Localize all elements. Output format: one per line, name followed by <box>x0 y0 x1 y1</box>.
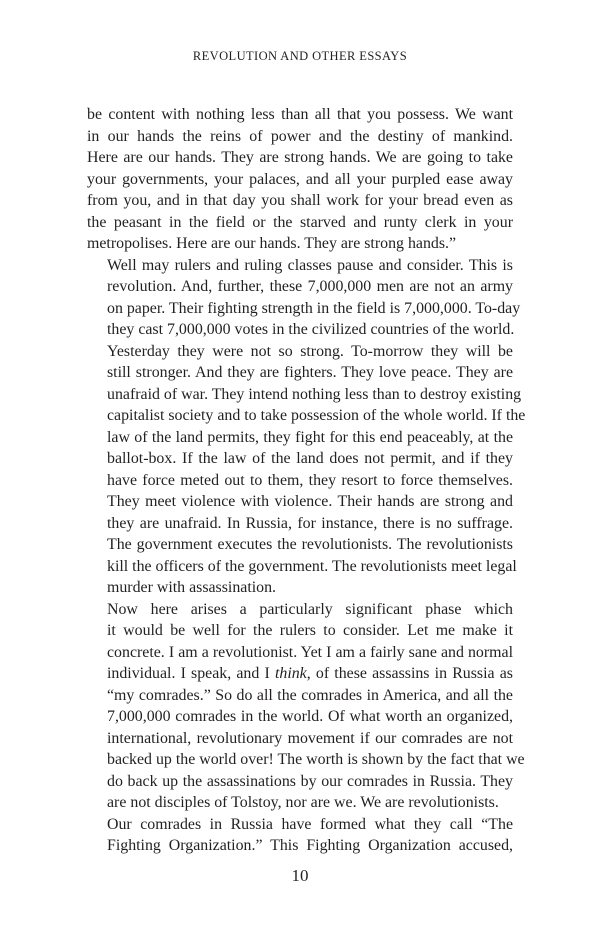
text-line-start: individual. I speak, and I <box>107 665 275 682</box>
text-line: murder with assassination. <box>107 579 277 596</box>
text-line: in our hands the reins of power and the destiny of mankind. <box>87 127 513 145</box>
text-line: are not disciples of Tolstoy, nor are we. We are revolutionists. <box>107 794 499 811</box>
paragraph <box>87 814 513 857</box>
running-head: REVOLUTION AND OTHER ESSAYS <box>192 49 408 63</box>
paragraph <box>87 104 513 255</box>
text-line: have force meted out to them, they resort to force themselves. <box>107 471 513 489</box>
text-line: Fighting Organization.” This Fighting Organization accused, <box>107 837 513 854</box>
text-line: it would be well for the rulers to consider. Let me make it <box>107 622 513 639</box>
text-line: be content with nothing less than all that you possess. We want <box>87 106 513 123</box>
paragraph <box>87 341 526 599</box>
text-line: on paper. Their fighting strength in the field is 7,000,000. To-day <box>107 299 521 317</box>
paragraph <box>87 255 521 341</box>
text-line: They meet violence with violence. Their hands are strong and <box>107 493 513 510</box>
body-text <box>87 104 526 857</box>
text-line: international, revolutionary movement if our comrades are not <box>107 729 513 747</box>
text-line: Yesterday they were not so strong. To-morrow they will be <box>107 342 513 360</box>
text-line: still stronger. And they are fighters. They love peace. They are <box>107 364 513 381</box>
text-line: law of the land permits, they fight for this end peaceably, at the <box>107 428 513 446</box>
text-line: “my comrades.” So do all the comrades in America, and all the <box>107 686 513 704</box>
text-line: capitalist society and to take possession of the whole world. If the <box>107 407 526 424</box>
text-line: Well may rulers and ruling classes pause and consider. This is <box>107 256 513 274</box>
text-line: metropolises. Here are our hands. They are strong hands.” <box>87 235 457 252</box>
text-line: The government executes the revolutionists. The revolutionists <box>107 536 513 553</box>
page-number: 10 <box>291 866 309 885</box>
text-line <box>87 663 513 685</box>
text-line: backed up the world over! The worth is shown by the fact that we <box>107 751 525 768</box>
text-line: they cast 7,000,000 votes in the civilized countries of the world. <box>107 321 515 338</box>
text-line: Here are our hands. They are strong hands. We are going to take <box>87 149 513 166</box>
text-line: from you, and in that day you shall work for your bread even as <box>87 192 513 209</box>
text-line: Now here arises a particularly significant phase which <box>107 600 513 618</box>
text-line: they are unafraid. In Russia, for instance, there is no suffrage. <box>107 514 513 532</box>
text-line: ballot-box. If the law of the land does not permit, and if they <box>107 450 513 467</box>
paragraph <box>87 599 525 814</box>
text-line: your governments, your palaces, and all your purpled ease away <box>87 170 513 188</box>
text-line-end: , of these assassins in Russia as <box>306 665 513 682</box>
text-line: Our comrades in Russia have formed what they call “The <box>107 815 513 833</box>
text-line: kill the officers of the government. The revolutionists meet legal <box>107 557 517 575</box>
emphasized-word: think <box>274 665 307 682</box>
text-line: revolution. And, further, these 7,000,000 men are not an army <box>107 278 513 295</box>
text-line: do back up the assassinations by our comrades in Russia. They <box>107 772 513 790</box>
text-line: 7,000,000 comrades in the world. Of what worth an organized, <box>107 708 513 725</box>
text-line: unafraid of war. They intend nothing less than to destroy existing <box>107 385 522 403</box>
text-line: concrete. I am a revolutionist. Yet I am a fairly sane and normal <box>107 643 513 661</box>
text-line: the peasant in the field or the starved and runty clerk in your <box>87 213 513 231</box>
